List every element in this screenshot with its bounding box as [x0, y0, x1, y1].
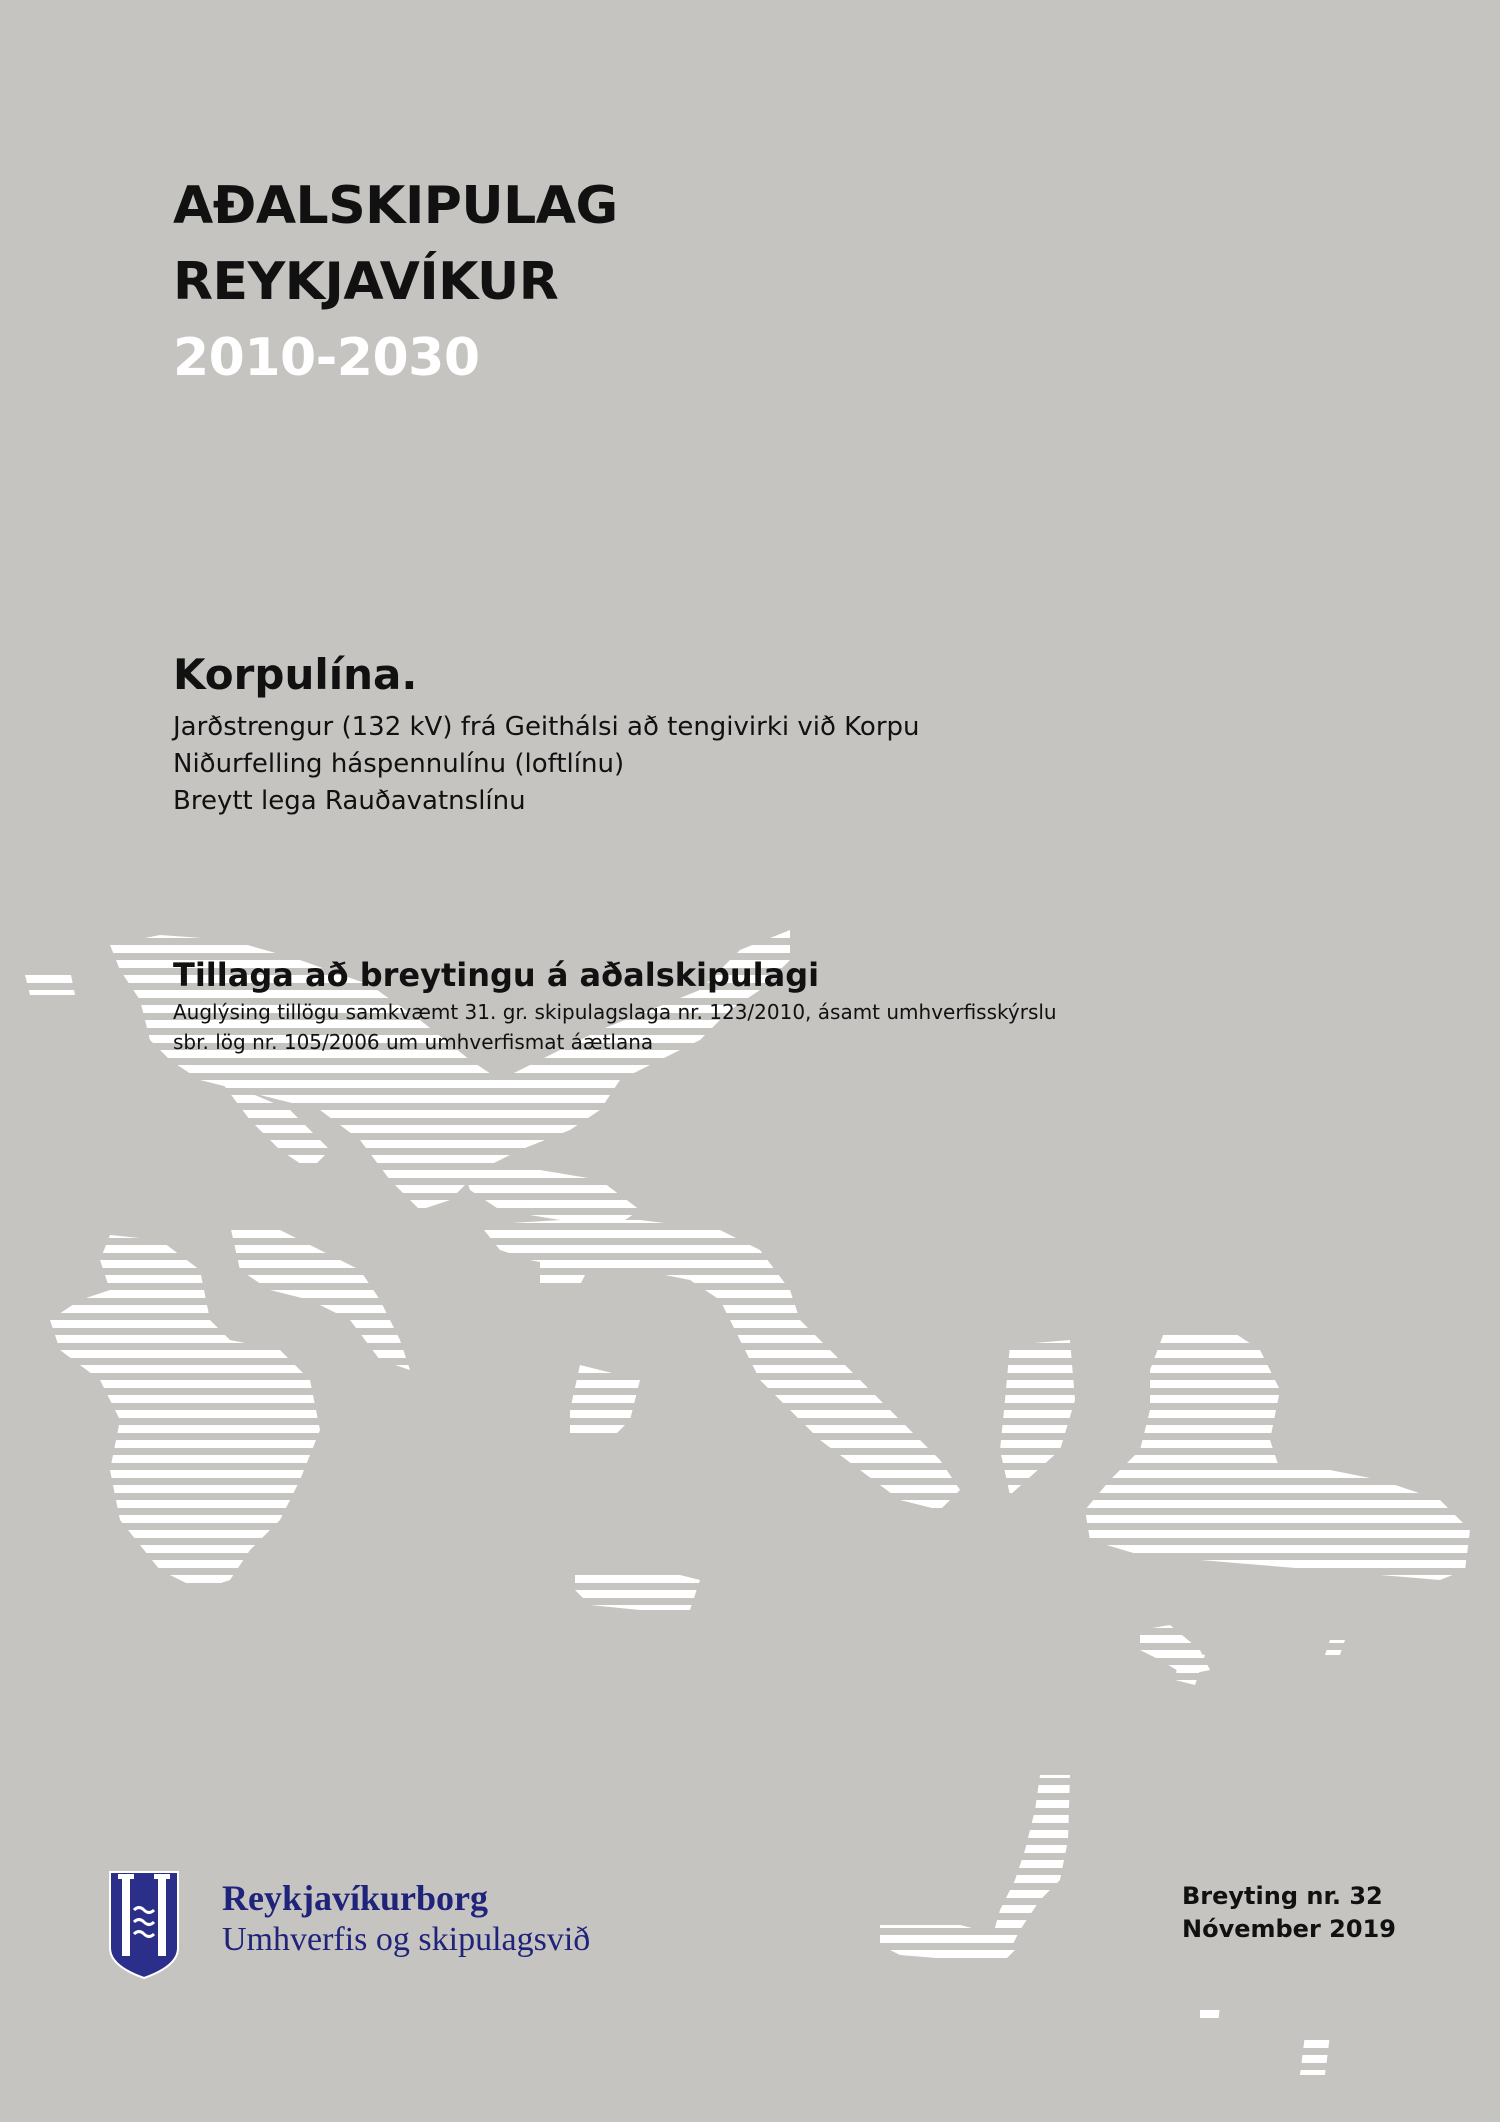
plan-title: [173, 168, 618, 396]
title-line-2: REYKJAVÍKUR: [173, 252, 559, 312]
subject-section: [173, 645, 919, 820]
organization-name: Reykjavíkurborg: [222, 1878, 489, 1918]
proposal-line: Auglýsing tillögu samkvæmt 31. gr. skipulagslaga nr. 123/2010, ásamt umhverfisskýrslu: [173, 1000, 1057, 1024]
revision-number: Breyting nr. 32: [1182, 1882, 1383, 1910]
revision-block: [1182, 1880, 1396, 1946]
subject-title: Korpulína.: [173, 650, 418, 699]
reykjavik-coat-of-arms-icon: [108, 1870, 180, 1980]
revision-date: Nóvember 2019: [1182, 1915, 1396, 1943]
proposal-title: Tillaga að breytingu á aðalskipulagi: [173, 956, 820, 994]
title-line-1: AÐALSKIPULAG: [173, 176, 618, 236]
title-years: 2010-2030: [173, 328, 480, 388]
subject-line: Jarðstrengur (132 kV) frá Geithálsi að tengivirki við Korpu: [173, 712, 920, 742]
organization-department: Umhverfis og skipulagsvið: [222, 1921, 591, 1958]
subject-line: Niðurfelling háspennulínu (loftlínu): [173, 749, 625, 779]
proposal-section: [173, 953, 1057, 1057]
organization-block: [222, 1876, 590, 1960]
proposal-line: sbr. lög nr. 105/2006 um umhverfismat áætlana: [173, 1030, 654, 1054]
subject-line: Breytt lega Rauðavatnslínu: [173, 786, 526, 816]
